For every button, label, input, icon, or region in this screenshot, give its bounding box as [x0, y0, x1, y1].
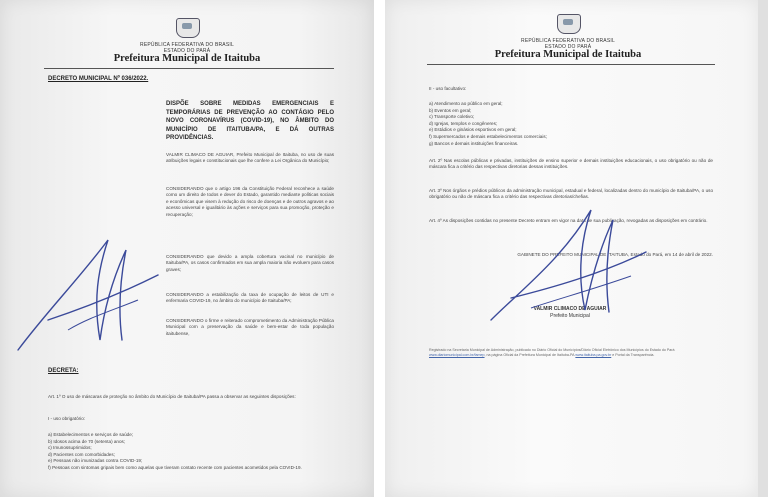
list-item: b) Eventos em geral; — [429, 107, 472, 113]
list-item: c) Imunossuprimidos; — [48, 445, 92, 451]
state-label: ESTADO DO PARÁ — [544, 44, 592, 50]
coat-of-arms-icon — [176, 18, 200, 38]
item-i-label: I - uso obrigatório: — [48, 416, 86, 421]
signer-title: Prefeito Municipal — [550, 313, 590, 319]
item-ii-label: II - uso facultativo: — [429, 86, 467, 91]
decree-number: DECRETO MUNICIPAL Nº 036/2022. — [48, 76, 149, 82]
article-3: Art. 3º Nos órgãos e prédios públicos da administração municipal, estadual e federal, localizadas dentro do município de Itaituba/PA, o uso obrigatório ou não de máscara fica a critério das respectivas diretorias/chefias. — [429, 188, 713, 200]
header-rule — [44, 68, 334, 69]
footer-end: e Portal da Transparência. — [612, 353, 655, 357]
article-4: Art. 4º As disposições contidas no presente Decreto entram em vigor na data de sua publicação, revogadas as disposições em contrário. — [429, 218, 708, 223]
list-item: b) Idosos acima de 70 (setenta) anos; — [48, 438, 126, 444]
considerando-paragraph: CONSIDERANDO que o artigo 196 da Constituição Federal reconhece a saúde como um direito de todos e dever do Estado, garantido mediante políticas sociais e econômicas que visem à redução do risco de doenças e de outros agravos e ao acesso universal e igualitário às ações e serviços para sua promoção, proteção e recuperação; — [166, 186, 334, 217]
decree-page-2 — [385, 0, 758, 497]
list-item: e) Estádios e ginásios esportivos em geral; — [429, 127, 517, 133]
decree-page-1 — [0, 0, 374, 497]
list-item: d) Igrejas, templos e congêneres; — [429, 120, 498, 126]
publication-footer — [429, 348, 713, 358]
optional-list — [429, 101, 709, 147]
page-gap — [374, 0, 385, 497]
republic-label: REPÚBLICA FEDERATIVA DO BRASIL — [140, 42, 234, 48]
decreta-heading: DECRETA: — [48, 368, 79, 374]
prefeitura-title: Prefeitura Municipal de Itaituba — [113, 53, 261, 64]
signer-name: VALMIR CLIMACO DE AGUIAR — [533, 306, 607, 312]
footer-link-itaituba[interactable]: www.itaituba.pa.gov.br — [575, 353, 612, 357]
header-rule — [427, 64, 715, 65]
state-label: ESTADO DO PARÁ — [163, 48, 211, 54]
list-item: c) Transporte coletivo; — [429, 114, 475, 120]
coat-of-arms-icon — [557, 14, 581, 34]
article-1: Art. 1º O uso de máscaras de proteção no âmbito do Município de Itaituba/PA passa a observar as seguintes disposições: — [48, 394, 296, 399]
mandatory-list — [48, 432, 338, 472]
considerando-paragraph: CONSIDERANDO a estabilização da taxa de ocupação de leitos de UTI e enfermaria COVID-19, no âmbito do município de Itaituba/PA; — [166, 292, 334, 304]
list-item: e) Pessoas não imunizadas contra COVID-19; — [48, 458, 143, 464]
footer-text: Registrado na Secretaria Municipal de Administração, publicado no Diário Oficial do Municípios/Diário Oficial Eletrônico dos Municípios do Estado do Pará — [429, 348, 675, 352]
list-item: d) Pacientes com comorbidades; — [48, 451, 115, 457]
considerando-paragraph: CONSIDERANDO o firme e reiterado comprometimento da Administração Pública Municipal com a preservação da saúde e bem-estar de toda população itaitubense, — [166, 318, 334, 336]
right-border — [758, 0, 768, 497]
footer-mid: , na página Oficial da Prefeitura Municipal de Itaituba-PA — [484, 353, 575, 357]
footer-link-famep[interactable]: www.diariomunicipal.com.br/famep — [429, 353, 485, 357]
prefeitura-title: Prefeitura Municipal de Itaituba — [494, 49, 642, 60]
list-item: a) Estabelecimentos e serviços de saúde; — [48, 432, 134, 437]
list-item: f) Pessoas com sintomas gripais bem como aquelas que tiveram contato recente com pacientes acometidos pela COVID-19. — [48, 464, 302, 470]
preamble-paragraph: VALMIR CLIMACO DE AGUIAR, Prefeito Municipal de Itaituba, no uso de suas atribuições legais e constitucionais que lhe confere a Lei Orgânica do Município; — [166, 152, 334, 164]
closing-statement: GABINETE DO PREFEITO MUNICIPAL DE ITAITUBA, Estado do Pará, em 14 de abril de 2022. — [517, 252, 713, 257]
decree-summary: DISPÕE SOBRE MEDIDAS EMERGENCIAIS E TEMPORÁRIAS DE PREVENÇÃO AO CONTÁGIO PELO NOVO CORONAVÍRUS (COVID-19), NO ÂMBITO DO MUNICÍPIO DE ITAITUBA/PA, E DÁ OUTRAS PROVIDÊNCIAS. — [166, 101, 334, 141]
list-item: a) Atendimento ao público em geral; — [429, 101, 503, 106]
considerando-paragraph: CONSIDERANDO que devido a ampla cobertura vacinal no município de Itaituba/PA, os casos confirmados em sua ampla maioria não evoluem para casos graves; — [166, 254, 334, 272]
republic-label: REPÚBLICA FEDERATIVA DO BRASIL — [521, 38, 615, 44]
list-item: g) Bancos e demais instituições financeiras. — [429, 140, 519, 146]
signature-scribble — [8, 200, 168, 360]
article-2: Art. 2º Nas escolas públicas e privadas, instituições de ensino superior e demais instituições educacionais, o uso obrigatório ou não de máscara fica a critério das respectivas diretorias dessas instituições. — [429, 158, 713, 170]
list-item: f) Supermercados e demais estabelecimentos comerciais; — [429, 133, 547, 139]
